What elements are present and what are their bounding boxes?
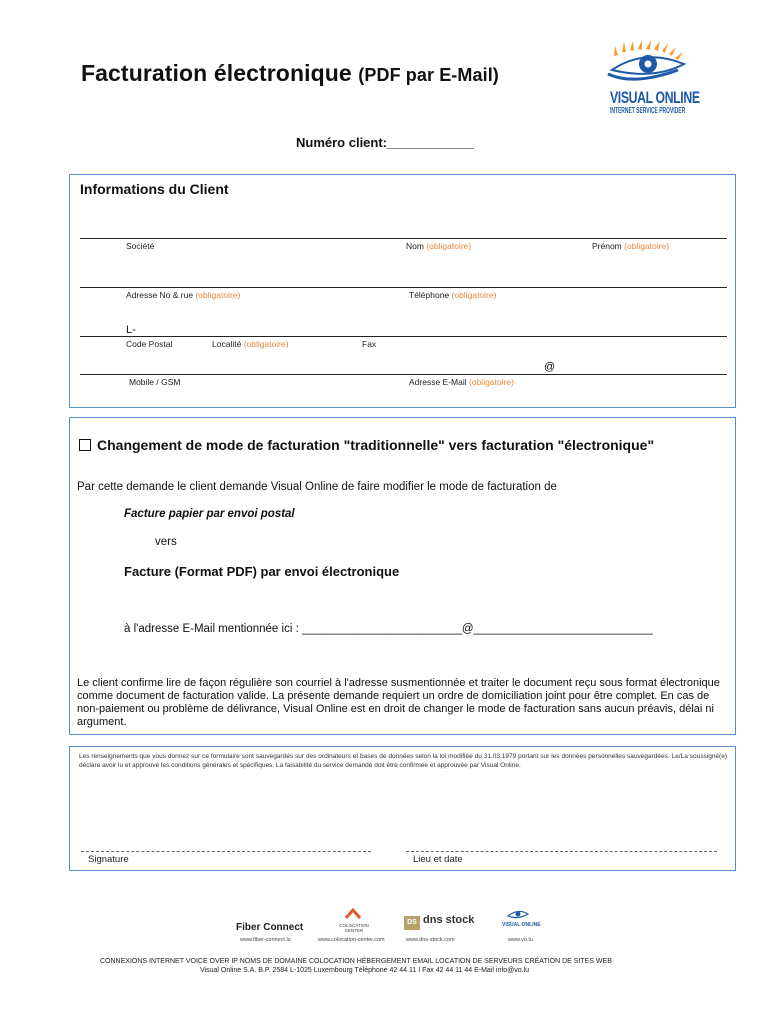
signature-label: Signature	[88, 854, 129, 865]
title-suffix: (PDF par E-Mail)	[358, 65, 499, 85]
footer-brands	[236, 908, 556, 948]
footer-services: CONNEXIONS INTERNET VOICE OVER IP NOMS DE DOMAINE COLOCATION HÉBERGEMENT EMAIL LOCATION DE SERVEURS CRÉATION DE SITES WEB	[100, 958, 612, 965]
lieu-date-line[interactable]	[406, 851, 717, 852]
lieu-date-label: Lieu et date	[413, 854, 463, 865]
footer-contact: Visual Online S.A. B.P. 2584 L-1025 Luxembourg Téléphone 42 44 11 I Fax 42 44 11 44 E-Mail info@vo.lu	[200, 967, 530, 974]
intro-text: Par cette demande le client demande Visual Online de faire modifier le mode de facturation de	[77, 481, 557, 493]
logo-tagline: INTERNET SERVICE PROVIDER	[610, 106, 686, 115]
row2-line[interactable]	[80, 287, 727, 288]
logo-text: VISUAL ONLINE	[610, 88, 700, 107]
visual-online-logo	[604, 40, 708, 120]
adresse-label: Adresse No & rue (obligatoire)	[126, 290, 241, 300]
signature-box	[69, 746, 736, 871]
client-info-box	[69, 174, 736, 408]
vers-text: vers	[155, 536, 177, 548]
row4-line[interactable]	[80, 374, 727, 375]
email-label: Adresse E-Mail (obligatoire)	[409, 377, 514, 387]
nom-label: Nom (obligatoire)	[406, 241, 472, 251]
legal-notice: Les renseignements que vous donnez sur ce formulaire sont sauvegardés sur des ordinateurs et bases de données selon la loi modifiée du 31.03.1979 portant sur les données personnelles sauvegardées. Le/La soussigné(e) déclare avoir lu et approuvé les conditions générales et spécifiques. La faisabilité du service demandé doit être confirmée et approuvée par Visual Online.	[79, 753, 727, 769]
dns-stock-url[interactable]: www.dns-stock.com	[406, 937, 455, 943]
client-number-field[interactable]: Numéro client:____________	[296, 135, 474, 150]
colocation-url[interactable]: www.colocation-center.com	[318, 937, 385, 943]
dns-stock-logo-icon: DS	[404, 916, 420, 930]
visual-online-small-text: VISUAL ONLINE	[502, 922, 541, 928]
colocation-logo-text: COLOCATION CENTER	[339, 923, 369, 933]
email-line[interactable]: à l'adresse E-Mail mentionnée ici : _________________________@____________________________	[124, 623, 653, 635]
code-postal-label: Code Postal	[126, 339, 173, 349]
telephone-label: Téléphone (obligatoire)	[409, 290, 497, 300]
societe-label: Société	[126, 241, 155, 251]
signature-line[interactable]	[81, 851, 371, 852]
terms-paragraph: Le client confirme lire de façon régulière son courriel à l'adresse susmentionnée et traiter le document reçu sous format électronique comme document de facturation valide. La présente demande requiert un ordre de domiciliation joint pour être complet. En cas de non-paiement ou problème de délivrance, Visual Online est en droit de changer le mode de facturation sans aucun préavis, délai ni argument.	[77, 677, 720, 728]
row3-line[interactable]	[80, 336, 727, 337]
row1-line[interactable]	[80, 238, 727, 239]
title-main: Facturation électronique	[81, 60, 352, 86]
fiber-connect-url[interactable]: www.fiber-connect.lu	[240, 937, 291, 943]
client-info-heading: Informations du Client	[80, 181, 229, 197]
visual-online-small-logo-icon	[506, 908, 530, 920]
to-option: Facture (Format PDF) par envoi électronique	[124, 564, 400, 579]
l-prefix: L-	[126, 324, 136, 336]
localite-label: Localité (obligatoire)	[212, 339, 289, 349]
dns-stock-logo-text: dns stock	[423, 914, 475, 926]
fax-label: Fax	[362, 339, 377, 349]
mobile-label: Mobile / GSM	[129, 377, 181, 387]
billing-change-heading: Changement de mode de facturation "traditionnelle" vers facturation "électronique"	[79, 437, 654, 453]
fiber-connect-logo: Fiber Connect	[236, 922, 304, 933]
prenom-label: Prénom (obligatoire)	[592, 241, 670, 251]
billing-change-box	[69, 417, 736, 735]
page-title	[81, 60, 499, 87]
colocation-logo-icon	[344, 908, 362, 922]
at-sign: @	[544, 361, 556, 373]
from-option: Facture papier par envoi postal	[124, 508, 295, 520]
checkbox-icon[interactable]	[79, 439, 91, 451]
visual-online-url[interactable]: www.vo.lu	[508, 937, 533, 943]
